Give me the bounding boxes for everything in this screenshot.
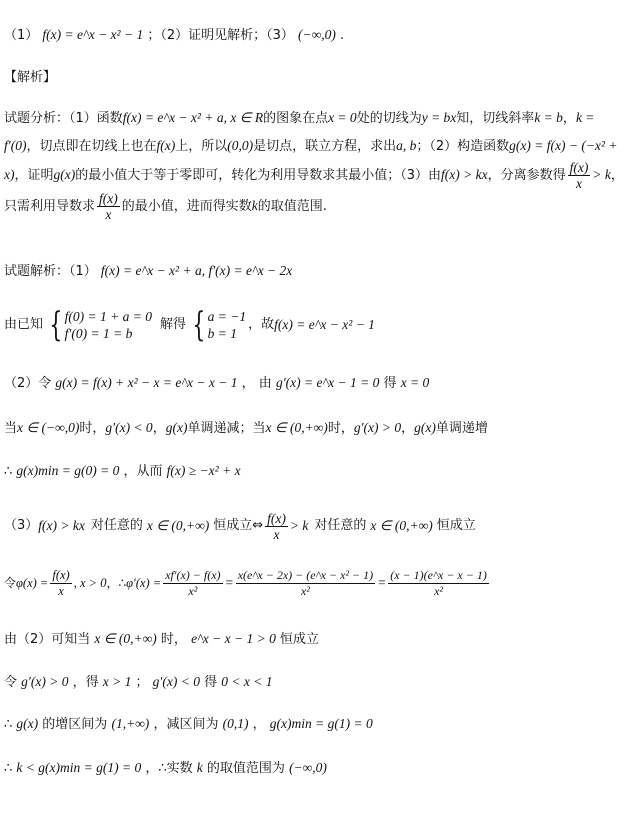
solution-math: (0,1): [222, 716, 249, 731]
system-line: f(0) = 1 + a = 0: [64, 309, 152, 324]
solution-label: 由已知: [4, 317, 44, 332]
solution-math: , x > 0: [73, 576, 107, 590]
analysis-text: 的最小值，进而得实数: [121, 199, 252, 214]
fraction-derivative: [163, 568, 222, 599]
analysis-paragraph: [4, 104, 624, 222]
fraction-numerator: f(x): [267, 510, 286, 526]
analysis-math: f(x) = e^x − x² + a, x ∈ R: [122, 110, 264, 125]
solution-label: （2）令: [4, 376, 52, 391]
fraction-fx-over-x: [97, 191, 120, 222]
solution-text: ，故: [248, 317, 275, 332]
solution-math: f(x) > kx: [38, 518, 85, 533]
analysis-math: k = b: [534, 110, 563, 125]
solution-text: ，∴实数: [145, 761, 193, 776]
solution-label: （3）: [4, 518, 39, 533]
analysis-math: f(x) > kx: [441, 167, 488, 182]
solution-text: 时，: [160, 632, 187, 647]
fraction-denominator: x: [97, 206, 120, 222]
solution-math: g(x): [16, 716, 39, 731]
answer-f1: f(x) = e^x − x² − 1: [42, 27, 144, 42]
solution-text: ，∴: [106, 576, 127, 590]
analysis-text: 的取值范围: [257, 199, 323, 214]
solution-math: (1,+∞): [111, 716, 150, 731]
solution-math: g(x)min = g(1) = 0: [269, 716, 373, 731]
solution-math: 0 < x < 1: [221, 674, 273, 689]
analysis-math: > k: [592, 167, 611, 182]
solution-text: 当: [4, 421, 18, 436]
solution-line-4: [4, 419, 624, 438]
answer-line: [4, 26, 624, 45]
solution-line-3: [4, 374, 624, 393]
analysis-math: g(x) = f(x) − (−x² + x): [4, 138, 618, 182]
solution-math: > k: [289, 518, 309, 533]
solution-text: 的增区间为: [42, 717, 108, 732]
system-line: f′(0) = 1 = b: [64, 326, 133, 341]
solution-math: x ∈ (0,+∞): [146, 518, 210, 533]
analysis-text: 上，所以: [175, 139, 228, 154]
solution-line-7: [4, 565, 624, 601]
solution-text: 恒成立: [436, 518, 476, 533]
solution-line-8: [4, 630, 624, 649]
analysis-math: k = f′(0): [4, 110, 595, 153]
solution-math: x ∈ (0,+∞): [370, 518, 433, 533]
solution-math: f(x) = e^x − x² + a, f′(x) = e^x − 2x: [100, 263, 293, 278]
solution-line-2: [4, 305, 624, 345]
system-line: b = 1: [207, 326, 238, 341]
solution-math: g(x): [414, 420, 436, 435]
solution-text: 对任意的: [90, 518, 143, 533]
analysis-math: g(x): [53, 167, 76, 182]
fraction-numerator: x(e^x − 2x) − (e^x − x² − 1): [237, 567, 374, 582]
fraction-denominator: x: [568, 175, 591, 191]
solution-math: g′(x) = e^x − 1 = 0: [275, 375, 380, 390]
solution-math: x ∈ (0,+∞): [94, 631, 157, 646]
analysis-text: 的图象在点: [263, 111, 329, 126]
analysis-text: 知，切线斜率: [456, 111, 535, 126]
solution-text: 恒成立: [279, 632, 319, 647]
fraction-denominator: x²: [236, 583, 375, 599]
solution-math: k < g(x)min = g(1) = 0: [16, 760, 142, 775]
fraction-numerator: f(x): [52, 567, 70, 582]
solution-text: 解得: [159, 317, 186, 332]
section-title: 【解析】: [4, 70, 57, 85]
solution-text: 令: [4, 576, 17, 590]
analysis-text: ，证明: [14, 168, 54, 183]
brace-icon: {: [49, 305, 63, 345]
fraction-numerator: xf′(x) − f(x): [165, 567, 221, 582]
system-lines: [65, 308, 152, 342]
analysis-text: 的最小值大于等于零即可，转化为利用导数求其最小值；（3）由: [75, 168, 442, 183]
solution-text: ；: [135, 675, 149, 690]
analysis-text: ，分离参数得: [487, 168, 566, 183]
therefore-symbol: ∴: [4, 464, 13, 479]
answer-end: .: [340, 28, 345, 43]
fraction-denominator: x²: [388, 583, 489, 599]
analysis-math: a, b: [396, 138, 417, 153]
solution-text: ，得: [72, 675, 99, 690]
solution-line-9: [4, 673, 624, 692]
solution-math: k: [196, 760, 203, 775]
solution-system: [188, 305, 247, 345]
solution-math: e^x − x − 1 > 0: [191, 631, 276, 646]
solution-math: x ∈ (−∞,0): [17, 420, 80, 435]
solution-text: 单调递增: [435, 421, 488, 436]
solution-math: x ∈ (0,+∞): [265, 420, 328, 435]
analysis-math: x = 0: [328, 110, 357, 125]
fraction-fx-over-x: [265, 511, 288, 542]
analysis-math: (0,0): [227, 138, 254, 153]
solution-text: 的取值范围为: [206, 761, 285, 776]
solution-text: ，减区间为: [153, 717, 219, 732]
brace-icon: {: [192, 305, 206, 345]
analysis-text: ，: [562, 111, 576, 126]
solution-text: 由（2）可知当: [4, 632, 91, 647]
analysis-text: 是切点，联立方程，求出: [253, 139, 397, 154]
analysis-math: k: [251, 198, 258, 213]
solution-math: g(x)min = g(0) = 0: [16, 463, 120, 478]
equals-sign: =: [377, 575, 387, 590]
solution-math: φ′(x) =: [126, 576, 162, 590]
solution-line-5: [4, 462, 624, 481]
therefore-symbol: ∴: [4, 761, 13, 776]
analysis-text: 处的切线为: [356, 111, 422, 126]
solution-math: g′(x) > 0: [21, 674, 69, 689]
analysis-text: ，切点即在切线上也在: [26, 139, 157, 154]
solution-text: 时，: [327, 421, 354, 436]
analysis-math: y = bx: [421, 110, 457, 125]
fraction-factored: [388, 568, 489, 599]
equals-sign: =: [224, 575, 234, 590]
solution-math: x > 1: [102, 674, 132, 689]
fraction-denominator: x: [265, 526, 288, 542]
solution-math: f(x) = e^x − x² − 1: [274, 317, 375, 332]
solution-text: 得: [383, 376, 397, 391]
analysis-text: 试题分析：（1）函数: [4, 111, 123, 126]
solution-math: φ(x) =: [16, 576, 49, 590]
analysis-text: ，只需利用导数求: [4, 168, 624, 214]
solution-text: 令: [4, 675, 18, 690]
analysis-text: ；（2）构造函数: [416, 139, 510, 154]
analysis-text: .: [322, 199, 327, 214]
solution-text: 得: [204, 675, 218, 690]
solution-math: f(x) ≥ −x² + x: [166, 463, 241, 478]
fraction-fx-over-x: [568, 160, 591, 191]
solution-text: ， 由: [241, 376, 272, 391]
solution-math: g′(x) < 0: [105, 420, 153, 435]
solution-text: 恒成立⇔: [213, 518, 264, 533]
solution-line-10: [4, 715, 624, 734]
solution-math: g(x) = f(x) + x² − x = e^x − x − 1: [55, 375, 238, 390]
solution-math: (−∞,0): [289, 760, 327, 775]
fraction-expanded: [236, 568, 375, 599]
solution-text: ，从而: [123, 464, 163, 479]
system-line: a = −1: [207, 309, 247, 324]
solution-math: g(x): [165, 420, 188, 435]
solution-math: x = 0: [400, 375, 430, 390]
solution-text: 时，: [79, 421, 106, 436]
solution-line-1: [4, 262, 624, 281]
answer-sep1: ；（2）证明见解析；（3）: [147, 28, 294, 43]
solution-line-11: [4, 759, 624, 778]
therefore-symbol: ∴: [4, 717, 13, 732]
fraction-numerator: (x − 1)(e^x − x − 1): [390, 567, 487, 582]
system-lines: [208, 308, 246, 342]
fraction-numerator: f(x): [99, 191, 118, 206]
answer-range: (−∞,0): [298, 27, 336, 42]
fraction-denominator: x²: [163, 583, 222, 599]
analysis-math: f(x): [156, 138, 176, 153]
equation-system: [45, 305, 152, 345]
fraction-phi: [50, 568, 71, 599]
solution-line-6: [4, 508, 624, 544]
solution-text: ，: [401, 421, 415, 436]
fraction-denominator: x: [50, 583, 71, 599]
answer-part1: （1）: [4, 28, 39, 43]
solution-label: 试题解析：（1）: [4, 264, 97, 279]
solution-text: 单调递减；当: [187, 421, 266, 436]
fraction-numerator: f(x): [569, 160, 589, 175]
solution-math: g′(x) > 0: [353, 420, 402, 435]
solution-text: ，: [252, 717, 266, 732]
solution-text: 对任意的: [314, 518, 367, 533]
solution-math: g′(x) < 0: [152, 674, 200, 689]
solution-text: ，: [152, 421, 166, 436]
